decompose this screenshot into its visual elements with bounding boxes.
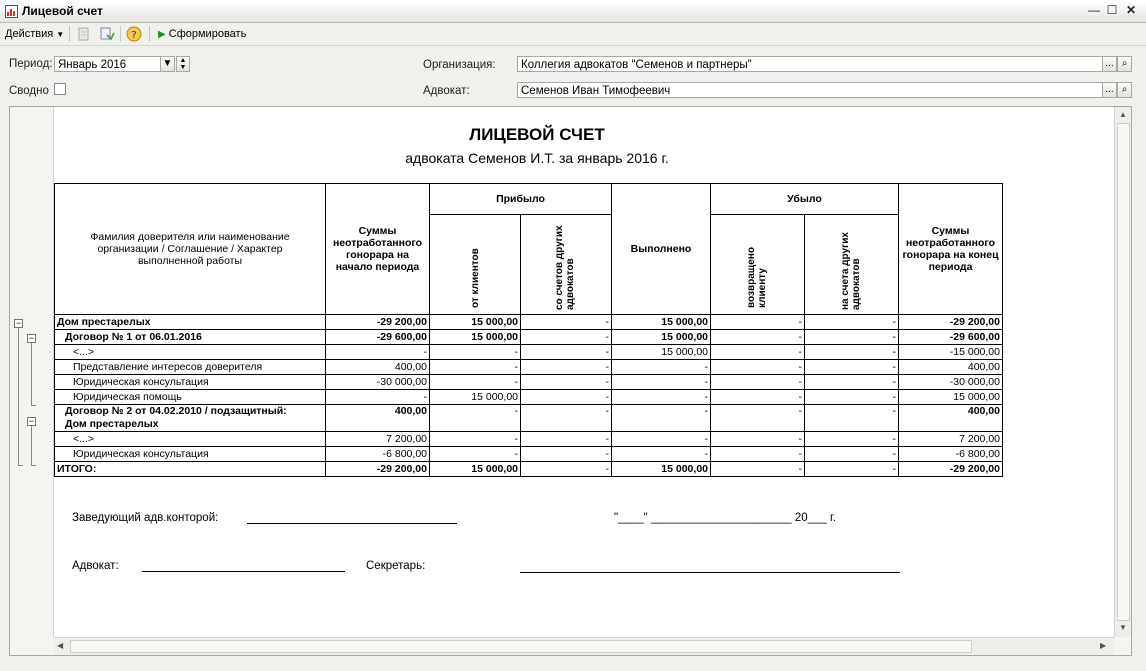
save-document-icon[interactable]: [99, 26, 115, 42]
cell-from-other: -: [521, 345, 612, 360]
lawyer-label: Адвокат:: [423, 85, 470, 97]
organization-select-button[interactable]: [1102, 56, 1117, 72]
head-signature-label: Заведующий адв.конторой:: [72, 512, 219, 524]
chevron-down-icon: ▼: [162, 58, 173, 69]
table-row: [55, 375, 1003, 390]
summary-label: Сводно: [9, 85, 49, 97]
cell-done: 15 000,00: [612, 462, 711, 477]
cell-returned: -: [711, 390, 805, 405]
row-name: Представление интересов доверителя: [55, 360, 326, 375]
table-row: [55, 390, 1003, 405]
cell-returned: -: [711, 432, 805, 447]
table-row: [55, 405, 1003, 432]
outline-line: [31, 465, 36, 466]
outline-line: [31, 426, 32, 466]
cell-from-other: -: [521, 462, 612, 477]
cell-from-other: -: [521, 375, 612, 390]
table-row: [55, 462, 1003, 477]
cell-from-clients: -: [430, 375, 521, 390]
cell-to-other: -: [805, 345, 899, 360]
row-name: Дом престарелых: [55, 315, 326, 330]
cell-end: -30 000,00: [899, 375, 1003, 390]
cell-start: -29 200,00: [326, 315, 430, 330]
row-name: Юридическая консультация: [55, 447, 326, 462]
scroll-right-icon[interactable]: ▶: [1100, 641, 1107, 650]
row-name-line: Дом престарелых: [65, 418, 159, 430]
cell-end: -29 200,00: [899, 315, 1003, 330]
cell-end: -29 600,00: [899, 330, 1003, 345]
lawyer-signature-line: [142, 571, 345, 572]
cell-done: -: [612, 405, 711, 432]
cell-done: -: [612, 432, 711, 447]
lawyer-signature-label: Адвокат:: [72, 560, 119, 572]
help-icon[interactable]: [126, 26, 142, 42]
cell-to-other: -: [805, 405, 899, 432]
window-titlebar: [0, 0, 1146, 23]
cell-start: -30 000,00: [326, 375, 430, 390]
cell-from-other: -: [521, 330, 612, 345]
cell-to-other: -: [805, 462, 899, 477]
cell-done: -: [612, 375, 711, 390]
toolbar-separator: [120, 26, 121, 42]
header-returned: возвращено клиенту: [745, 247, 768, 308]
table-row: [55, 432, 1003, 447]
cell-end: 400,00: [899, 360, 1003, 375]
cell-start: -29 600,00: [326, 330, 430, 345]
header-name: Фамилия доверителя или наименование организации / Соглашение / Характер выполненной работы: [55, 184, 326, 315]
cell-from-clients: -: [430, 405, 521, 432]
table-row: [55, 315, 1003, 330]
window-title: Лицевой счет: [22, 4, 103, 18]
cell-from-clients: -: [430, 345, 521, 360]
cell-from-clients: 15 000,00: [430, 330, 521, 345]
cell-start: -29 200,00: [326, 462, 430, 477]
cell-from-clients: 15 000,00: [430, 462, 521, 477]
outline-line: [18, 465, 23, 466]
horizontal-scrollbar[interactable]: [54, 637, 1114, 655]
header-end-balance: Суммы неотработанного гонорара на конец периода: [899, 184, 1003, 315]
header-income: Прибыло: [430, 184, 612, 215]
cell-done: 15 000,00: [612, 330, 711, 345]
outline-line: [31, 405, 36, 406]
outline-line: [18, 328, 19, 466]
lawyer-open-button[interactable]: [1117, 82, 1132, 98]
cell-to-other: -: [805, 432, 899, 447]
minimize-icon[interactable]: —: [1088, 3, 1100, 17]
actions-label: Действия: [5, 28, 54, 40]
ellipsis-icon: ...: [1105, 58, 1114, 69]
ellipsis-icon: ...: [1105, 84, 1114, 95]
cell-done: -: [612, 390, 711, 405]
actions-menu[interactable]: [5, 27, 64, 42]
scroll-up-icon[interactable]: ▲: [1119, 110, 1127, 119]
cell-returned: -: [711, 345, 805, 360]
vertical-scroll-thumb[interactable]: [1117, 123, 1130, 621]
row-name: Договор № 1 от 06.01.2016: [55, 330, 326, 345]
secretary-signature-line: [520, 572, 900, 573]
row-name: [55, 405, 326, 432]
cell-returned: -: [711, 447, 805, 462]
header-outcome: Убыло: [711, 184, 899, 215]
cell-from-clients: 15 000,00: [430, 390, 521, 405]
cell-to-other: -: [805, 390, 899, 405]
row-name: <...>: [55, 345, 326, 360]
header-from-clients: от клиентов: [469, 248, 481, 308]
grouping-outline: [10, 107, 54, 637]
period-spin-button[interactable]: [176, 56, 190, 72]
cell-done: 15 000,00: [612, 345, 711, 360]
search-icon: ⌕: [1121, 58, 1128, 69]
period-input[interactable]: Январь 2016: [54, 56, 161, 72]
signature-date: "____" ______________________ 20___ г.: [614, 512, 837, 524]
cell-from-other: -: [521, 360, 612, 375]
cell-to-other: -: [805, 360, 899, 375]
vertical-scrollbar[interactable]: [1114, 107, 1131, 637]
cell-start: -6 800,00: [326, 447, 430, 462]
scroll-left-icon[interactable]: ◀: [57, 641, 64, 650]
toolbar-separator: [149, 26, 150, 42]
cell-done: -: [612, 447, 711, 462]
cell-from-clients: -: [430, 360, 521, 375]
cell-start: -: [326, 390, 430, 405]
cell-end: 15 000,00: [899, 390, 1003, 405]
cell-done: 15 000,00: [612, 315, 711, 330]
cell-returned: -: [711, 405, 805, 432]
cell-end: -29 200,00: [899, 462, 1003, 477]
cell-to-other: -: [805, 315, 899, 330]
cell-from-other: -: [521, 405, 612, 432]
cell-returned: -: [711, 375, 805, 390]
toolbar: [0, 23, 1146, 46]
dropdown-arrow-icon: ▼: [56, 30, 65, 39]
maximize-icon[interactable]: ☐: [1106, 3, 1118, 17]
play-icon: ▶: [158, 29, 166, 40]
lawyer-select-button[interactable]: [1102, 82, 1117, 98]
table-row: [55, 360, 1003, 375]
cell-to-other: -: [805, 330, 899, 345]
cell-returned: -: [711, 360, 805, 375]
cell-returned: -: [711, 315, 805, 330]
cell-returned: -: [711, 462, 805, 477]
cell-end: 7 200,00: [899, 432, 1003, 447]
cell-from-clients: -: [430, 447, 521, 462]
table-row: [55, 447, 1003, 462]
header-to-other-lawyers: на счета других адвокатов: [839, 232, 862, 310]
table-row: [55, 330, 1003, 345]
search-icon: ⌕: [1121, 84, 1128, 95]
collapse-group-icon[interactable]: −: [28, 416, 35, 426]
header-start-balance: Суммы неотработанного гонорара на начало периода: [326, 184, 430, 315]
cell-end: -6 800,00: [899, 447, 1003, 462]
cell-returned: -: [711, 330, 805, 345]
head-signature-line: [247, 523, 457, 524]
table-body: [55, 315, 1003, 477]
cell-start: 400,00: [326, 405, 430, 432]
organization-input[interactable]: Коллегия адвокатов "Семенов и партнеры": [517, 56, 1103, 72]
cell-done: -: [612, 360, 711, 375]
row-name-line: Договор № 2 от 04.02.2010 / подзащитный:: [65, 405, 287, 417]
header-from-other-lawyers: со счетов других адвокатов: [554, 225, 576, 310]
row-name: ИТОГО:: [55, 462, 326, 477]
organization-label: Организация:: [423, 59, 496, 71]
lawyer-input[interactable]: Семенов Иван Тимофеевич: [517, 82, 1103, 98]
table-row: [55, 345, 1003, 360]
row-name: Юридическая консультация: [55, 375, 326, 390]
cell-to-other: -: [805, 375, 899, 390]
svg-text:?: ?: [131, 30, 137, 41]
cell-end: -15 000,00: [899, 345, 1003, 360]
cell-start: -: [326, 345, 430, 360]
header-done: Выполнено: [612, 184, 711, 315]
scroll-down-icon[interactable]: ▼: [1119, 623, 1127, 632]
cell-from-clients: -: [430, 432, 521, 447]
report-sheet: [54, 107, 1114, 637]
period-label: Период:: [9, 58, 53, 70]
cell-end: 400,00: [899, 405, 1003, 432]
row-name: <...>: [55, 432, 326, 447]
cell-start: 400,00: [326, 360, 430, 375]
close-icon[interactable]: ✕: [1125, 3, 1137, 17]
report-title: ЛИЦЕВОЙ СЧЕТ: [469, 125, 605, 144]
cell-to-other: -: [805, 447, 899, 462]
cell-start: 7 200,00: [326, 432, 430, 447]
document-icon[interactable]: [76, 26, 92, 42]
period-dropdown-button[interactable]: [160, 56, 175, 72]
outline-line: [31, 343, 32, 405]
cell-from-other: -: [521, 315, 612, 330]
collapse-group-icon[interactable]: −: [28, 333, 35, 343]
cell-from-other: -: [521, 447, 612, 462]
generate-button[interactable]: [158, 27, 246, 42]
report-app-icon: [5, 5, 18, 18]
cell-from-other: -: [521, 432, 612, 447]
cell-from-other: -: [521, 390, 612, 405]
secretary-signature-label: Секретарь:: [366, 560, 426, 572]
collapse-group-icon[interactable]: −: [15, 318, 22, 328]
horizontal-scroll-thumb[interactable]: [70, 640, 972, 653]
account-table: [54, 183, 1003, 477]
toolbar-separator: [69, 26, 70, 42]
report-subtitle: адвоката Семенов И.Т. за январь 2016 г.: [405, 150, 669, 166]
row-name: Юридическая помощь: [55, 390, 326, 405]
cell-from-clients: 15 000,00: [430, 315, 521, 330]
report-area: [9, 106, 1132, 656]
summary-checkbox[interactable]: [54, 83, 66, 95]
generate-label: Сформировать: [168, 28, 247, 40]
spin-icon: ▲ ▼: [179, 57, 187, 71]
organization-open-button[interactable]: [1117, 56, 1132, 72]
